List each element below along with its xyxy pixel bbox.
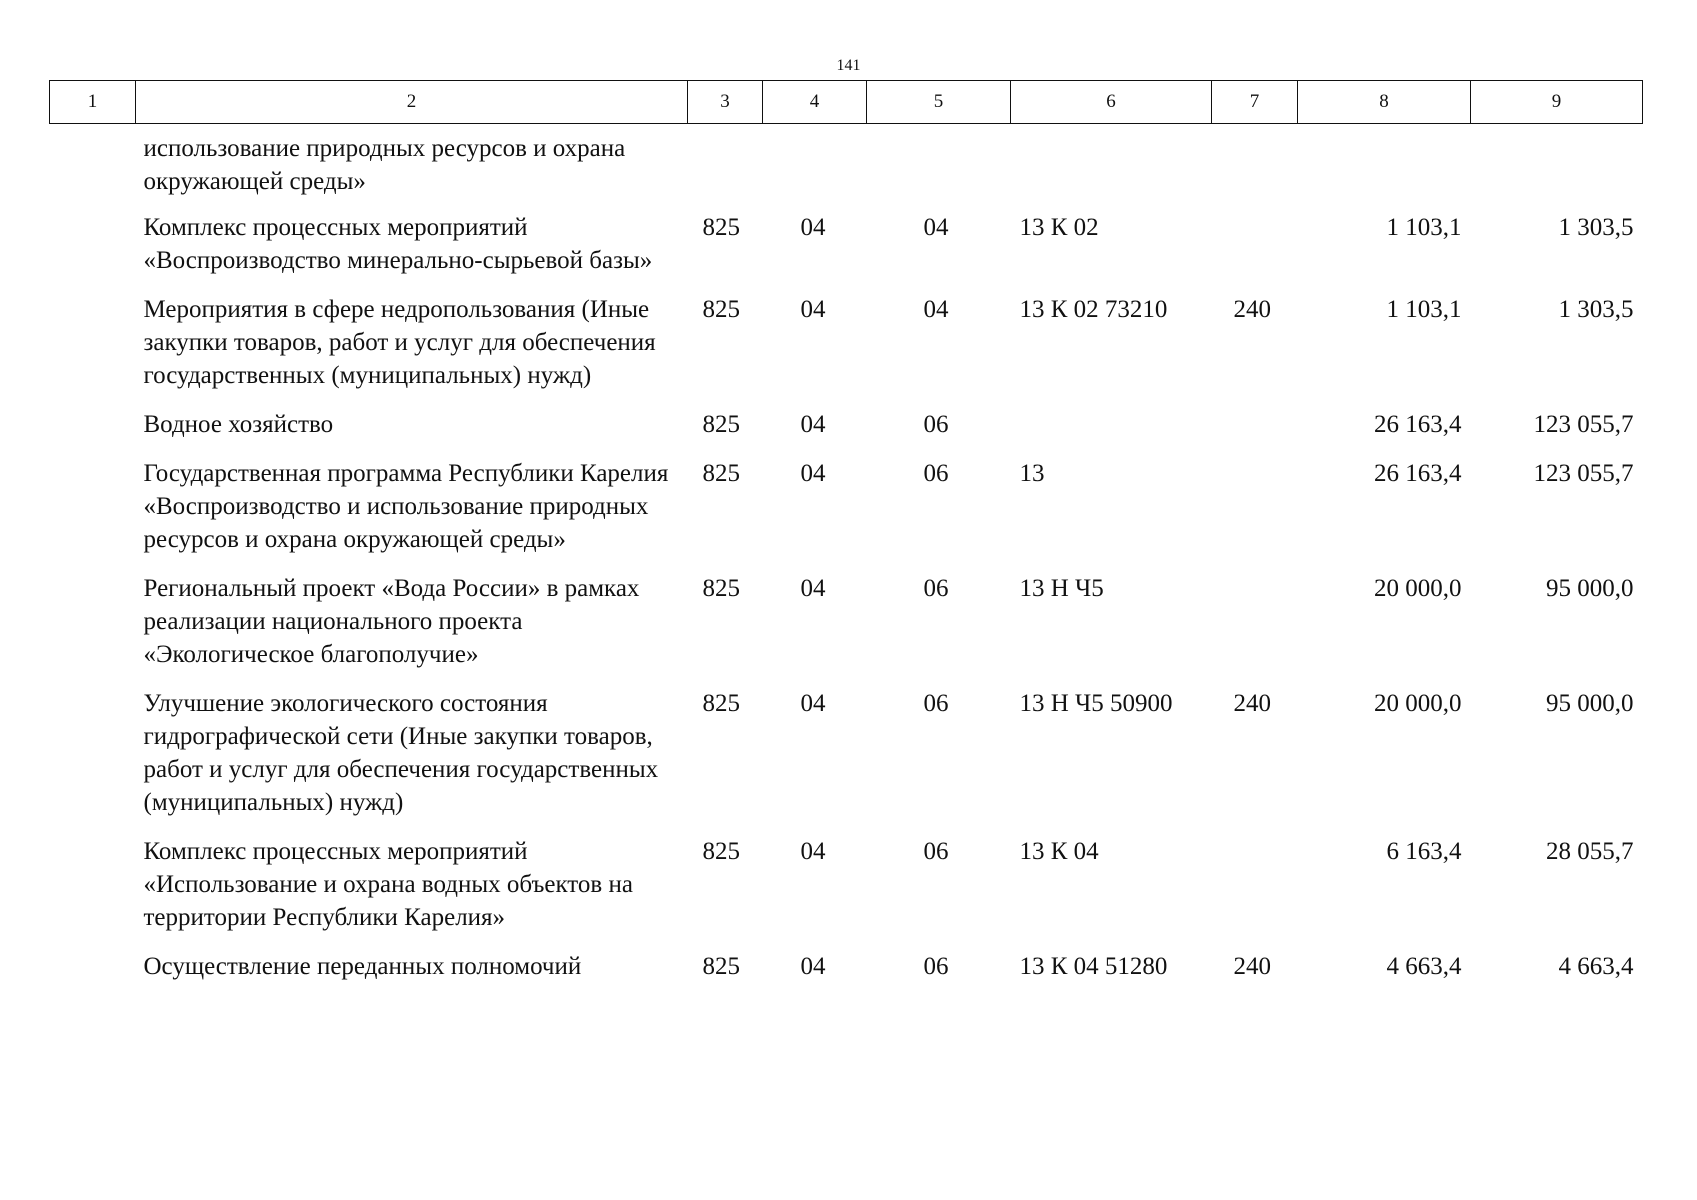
row-name: Государственная программа Республики Карелия «Воспроизводство и использование природных ресурсов и охрана окружающей среды» xyxy=(143,460,669,553)
table-row xyxy=(50,687,1643,835)
row-col-7 xyxy=(1212,835,1298,950)
row-col-3: 825 xyxy=(702,953,740,980)
row-col-4: 04 xyxy=(800,460,826,487)
row-col-6: 13 К 02 73210 xyxy=(1019,296,1168,323)
table-row xyxy=(50,950,1643,999)
row-col-3: 825 xyxy=(702,296,740,323)
header-col-6: 6 xyxy=(1011,81,1212,124)
row-col-3: 825 xyxy=(702,411,740,438)
row-col-3: 825 xyxy=(702,575,740,602)
row-name: Мероприятия в сфере недропользования (Иные закупки товаров, работ и услуг для обеспечения государственных (муниципальных) нужд) xyxy=(143,296,656,389)
row-col-6: 13 К 04 xyxy=(1019,838,1099,865)
table-row xyxy=(50,293,1643,408)
table-header xyxy=(50,81,1643,124)
row-col-6: 13 Н Ч5 50900 xyxy=(1019,690,1173,717)
page-number: 141 xyxy=(836,57,861,74)
row-col-7: 240 xyxy=(1233,690,1271,717)
row-name: Региональный проект «Вода России» в рамках реализации национального проекта «Экологическое благополучие» xyxy=(143,575,640,668)
row-col-1 xyxy=(50,687,136,835)
table-row xyxy=(50,211,1643,293)
row-col-1 xyxy=(50,835,136,950)
row-col-8: 4 663,4 xyxy=(1386,953,1462,980)
row-name: Комплекс процессных мероприятий «Использование и охрана водных объектов на территории Республики Карелия» xyxy=(143,838,633,931)
row-col-7: 240 xyxy=(1233,953,1271,980)
row-col-1 xyxy=(50,211,136,293)
row-col-4: 04 xyxy=(800,411,826,438)
continuation-text: использование природных ресурсов и охрана окружающей среды» xyxy=(143,135,626,195)
row-col-5: 06 xyxy=(923,460,949,487)
row-col-1 xyxy=(50,457,136,572)
header-col-3: 3 xyxy=(688,81,763,124)
row-col-1 xyxy=(50,408,136,457)
row-col-9: 1 303,5 xyxy=(1558,296,1634,323)
header-col-1: 1 xyxy=(50,81,136,124)
table-row xyxy=(50,408,1643,457)
row-col-1 xyxy=(50,950,136,999)
table-row xyxy=(50,835,1643,950)
row-col-1 xyxy=(50,293,136,408)
header-col-5: 5 xyxy=(867,81,1011,124)
row-col-4: 04 xyxy=(800,575,826,602)
row-col-3: 825 xyxy=(702,460,740,487)
row-col-4: 04 xyxy=(800,953,826,980)
row-name: Улучшение экологического состояния гидрографической сети (Иные закупки товаров, работ и услуг для обеспечения государственных (муниципальных) нужд) xyxy=(143,690,659,816)
row-col-9: 123 055,7 xyxy=(1533,411,1634,438)
row-col-4: 04 xyxy=(800,690,826,717)
row-name: Водное хозяйство xyxy=(143,411,334,438)
header-col-7: 7 xyxy=(1212,81,1298,124)
row-name: Комплекс процессных мероприятий «Воспроизводство минерально-сырьевой базы» xyxy=(143,214,653,274)
row-col-4: 04 xyxy=(800,838,826,865)
row-col-7 xyxy=(1212,408,1298,457)
continuation-row xyxy=(50,124,1643,212)
budget-table xyxy=(49,80,1643,999)
row-col-9: 95 000,0 xyxy=(1546,690,1634,717)
row-col-5: 06 xyxy=(923,411,949,438)
row-col-5: 06 xyxy=(923,953,949,980)
row-col-5: 06 xyxy=(923,838,949,865)
row-col-9: 1 303,5 xyxy=(1558,214,1634,241)
row-col-9: 123 055,7 xyxy=(1533,460,1634,487)
row-col-8: 20 000,0 xyxy=(1374,575,1462,602)
row-col-8: 20 000,0 xyxy=(1374,690,1462,717)
row-col-8: 1 103,1 xyxy=(1386,296,1462,323)
row-col-4: 04 xyxy=(800,296,826,323)
header-col-2: 2 xyxy=(136,81,688,124)
row-col-8: 6 163,4 xyxy=(1386,838,1462,865)
row-col-7 xyxy=(1212,457,1298,572)
row-col-7: 240 xyxy=(1233,296,1271,323)
header-row xyxy=(50,81,1643,124)
row-col-5: 04 xyxy=(923,296,949,323)
row-col-3: 825 xyxy=(702,214,740,241)
header-col-8: 8 xyxy=(1298,81,1471,124)
table-row xyxy=(50,457,1643,572)
row-col-6 xyxy=(1011,408,1212,457)
row-col-9: 95 000,0 xyxy=(1546,575,1634,602)
row-col-8: 26 163,4 xyxy=(1374,460,1462,487)
table-body xyxy=(50,124,1643,1000)
row-col-4: 04 xyxy=(800,214,826,241)
row-name: Осуществление переданных полномочий xyxy=(143,953,582,980)
header-col-9: 9 xyxy=(1471,81,1643,124)
header-col-4: 4 xyxy=(763,81,867,124)
row-col-6: 13 Н Ч5 xyxy=(1019,575,1104,602)
row-col-8: 26 163,4 xyxy=(1374,411,1462,438)
row-col-9: 4 663,4 xyxy=(1558,953,1634,980)
row-col-7 xyxy=(1212,211,1298,293)
row-col-7 xyxy=(1212,572,1298,687)
row-col-8: 1 103,1 xyxy=(1386,214,1462,241)
row-col-6: 13 xyxy=(1019,460,1045,487)
row-col-3: 825 xyxy=(702,838,740,865)
row-col-6: 13 К 02 xyxy=(1019,214,1099,241)
table-row xyxy=(50,572,1643,687)
row-col-5: 04 xyxy=(923,214,949,241)
row-col-5: 06 xyxy=(923,690,949,717)
row-col-6: 13 К 04 51280 xyxy=(1019,953,1168,980)
row-col-3: 825 xyxy=(702,690,740,717)
row-col-1 xyxy=(50,572,136,687)
row-col-9: 28 055,7 xyxy=(1546,838,1634,865)
row-col-5: 06 xyxy=(923,575,949,602)
